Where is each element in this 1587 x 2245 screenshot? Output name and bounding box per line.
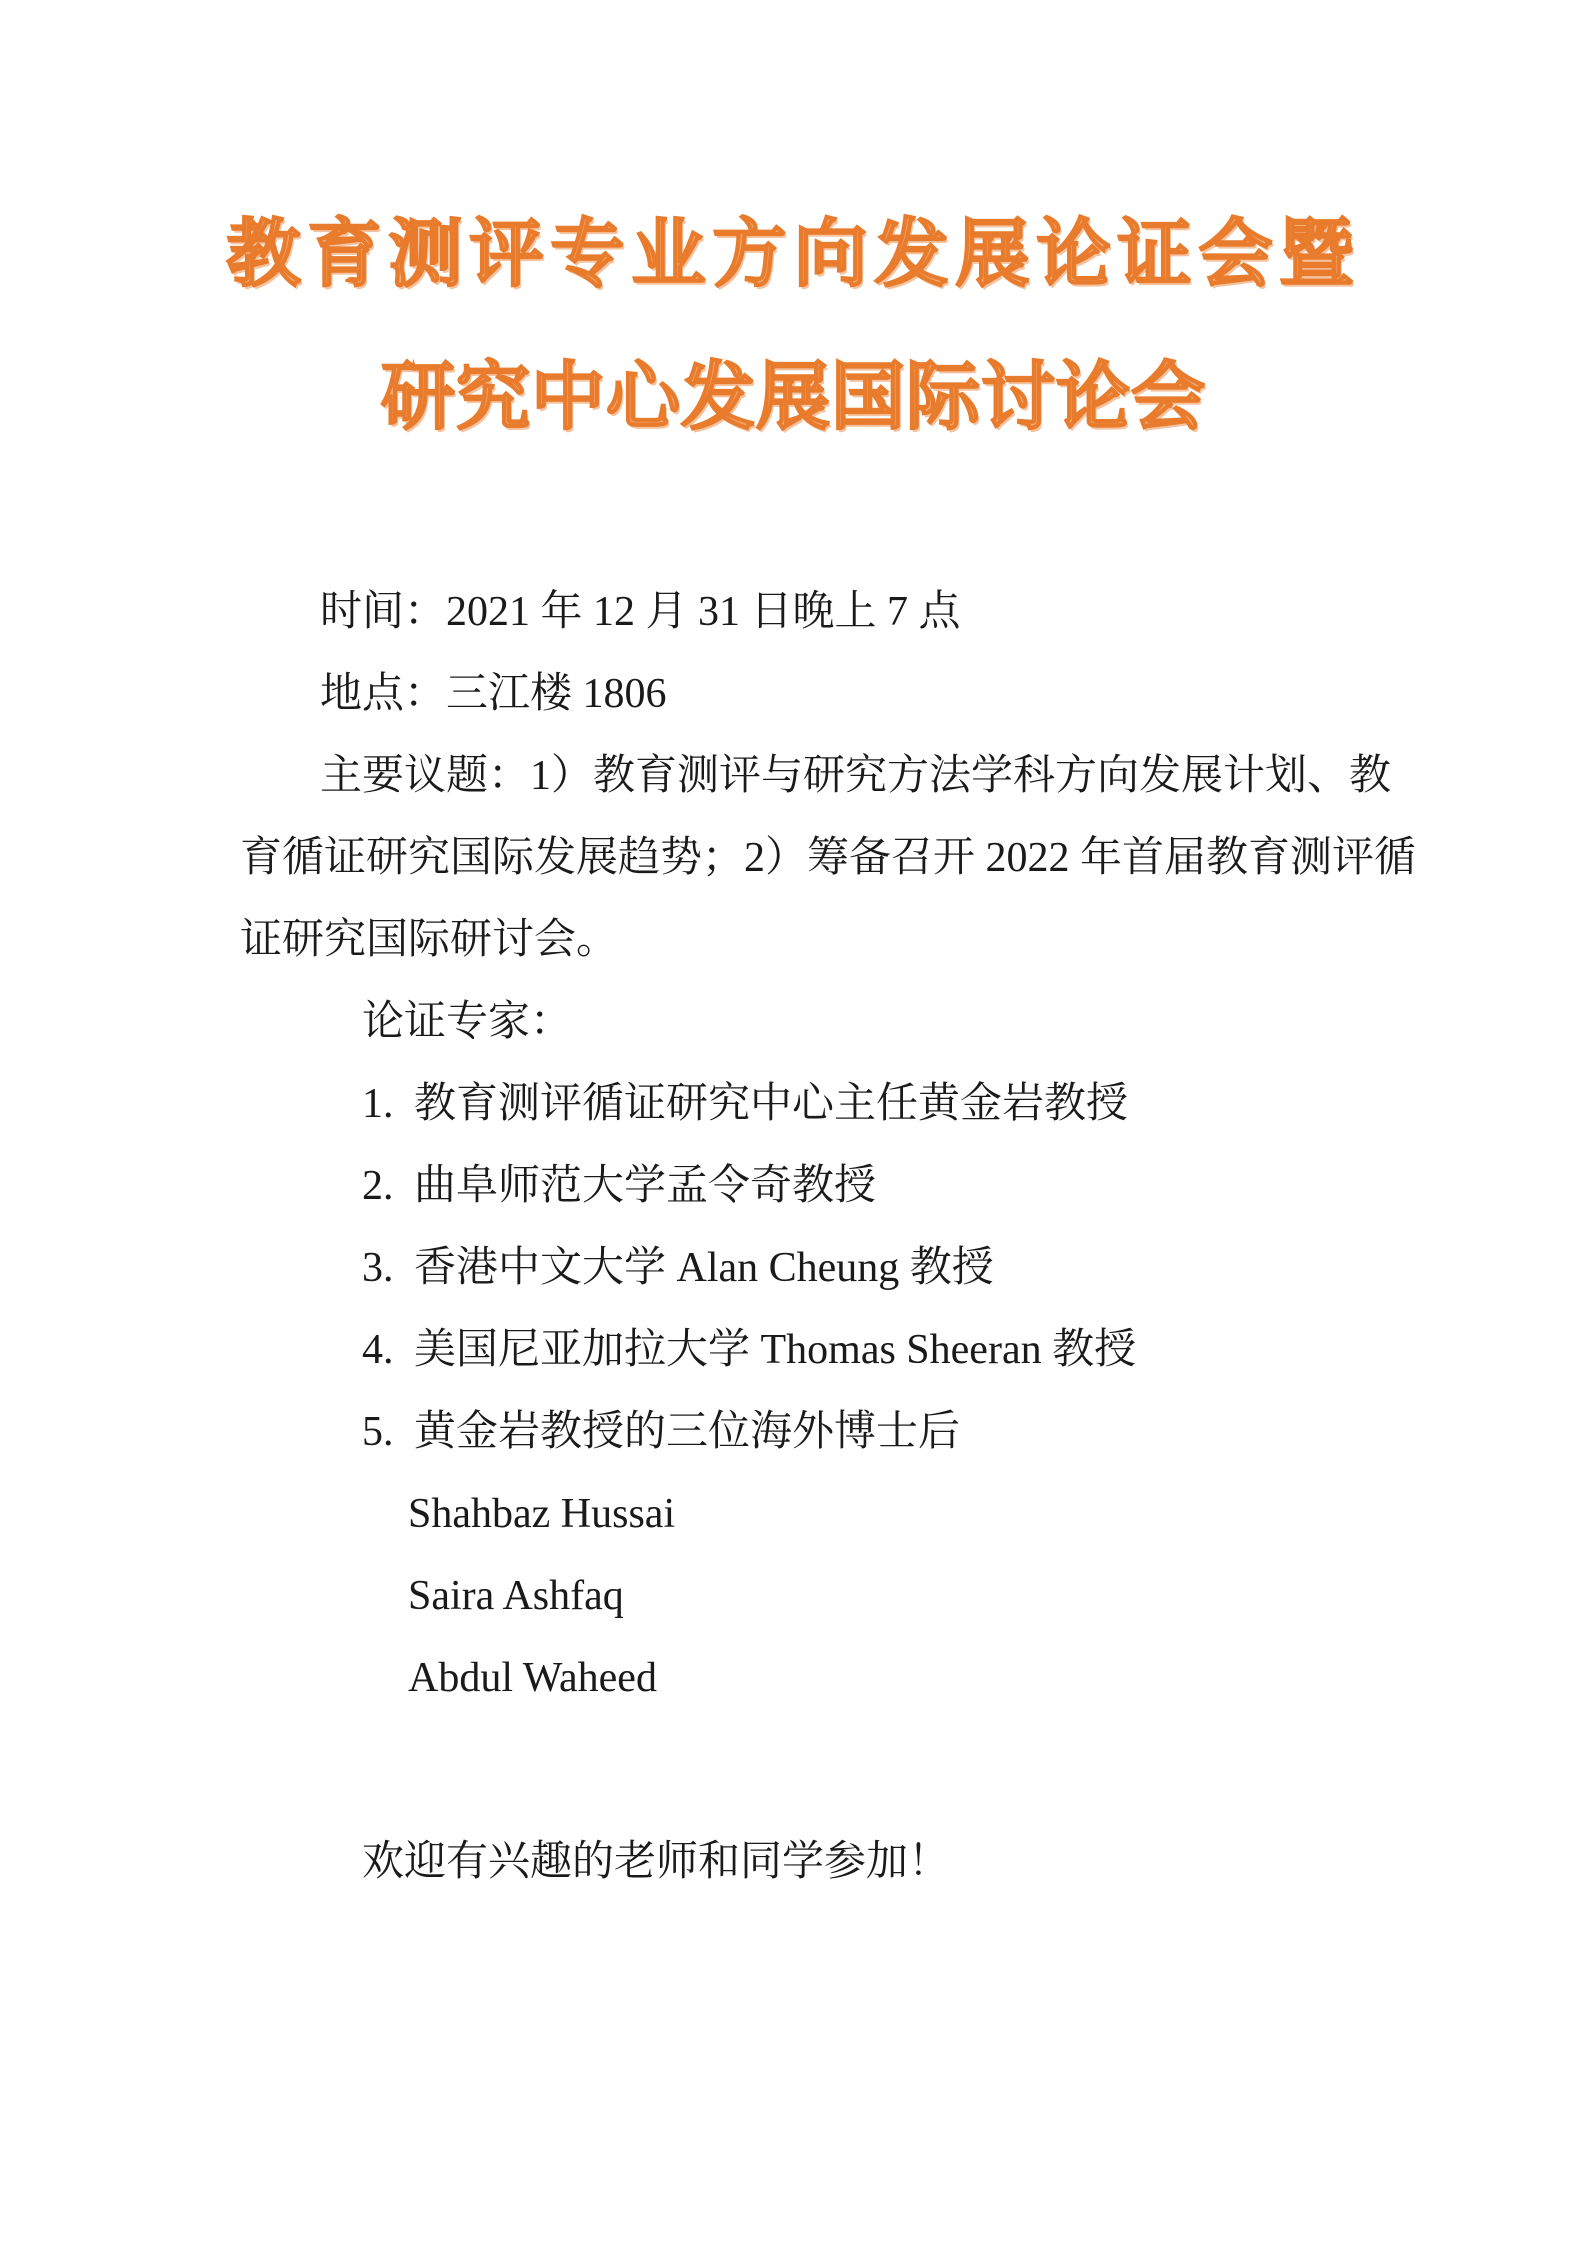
expert-number: 3. [362, 1245, 394, 1291]
expert-item-3 [240, 1227, 1350, 1309]
postdoc-name-2: Saira Ashfaq [408, 1573, 624, 1619]
agenda-line-2: 育循证研究国际发展趋势；2）筹备召开 2022 年首届教育测评循 [240, 835, 1417, 881]
expert-item-5 [240, 1391, 1350, 1473]
meeting-time-line: 时间：2021 年 12 月 31 日晚上 7 点 [320, 589, 961, 635]
expert-text: 曲阜师范大学孟令奇教授 [414, 1163, 877, 1209]
agenda-line-3: 证研究国际研讨会。 [240, 917, 619, 963]
blank-line [240, 1719, 1350, 1801]
meeting-place-line: 地点：三江楼 1806 [320, 671, 667, 717]
experts-heading: 论证专家： [362, 999, 573, 1045]
expert-number: 1. [362, 1081, 394, 1127]
document-body [240, 571, 1417, 1903]
expert-text: 黄金岩教授的三位海外博士后 [414, 1409, 961, 1455]
expert-number: 2. [362, 1163, 394, 1209]
closing-line: 欢迎有兴趣的老师和同学参加！ [362, 1839, 951, 1885]
expert-number: 5. [362, 1409, 394, 1455]
agenda-line-1: 主要议题：1）教育测评与研究方法学科方向发展计划、教 [320, 753, 1392, 799]
expert-item-1 [240, 1063, 1350, 1145]
expert-item-4 [240, 1309, 1350, 1391]
title-line-1: 教育测评专业方向发展论证会暨 [226, 214, 1361, 296]
postdoc-name-1: Shahbaz Hussai [408, 1491, 676, 1537]
expert-text: 香港中文大学 Alan Cheung 教授 [414, 1245, 994, 1291]
title-line-2: 研究中心发展国际讨论会 [381, 357, 1206, 439]
expert-text: 美国尼亚加拉大学 Thomas Sheeran 教授 [414, 1327, 1137, 1373]
postdoc-name-3: Abdul Waheed [408, 1655, 657, 1701]
document-title [0, 0, 1587, 470]
expert-number: 4. [362, 1327, 394, 1373]
expert-item-2 [240, 1145, 1350, 1227]
expert-text: 教育测评循证研究中心主任黄金岩教授 [414, 1081, 1129, 1127]
